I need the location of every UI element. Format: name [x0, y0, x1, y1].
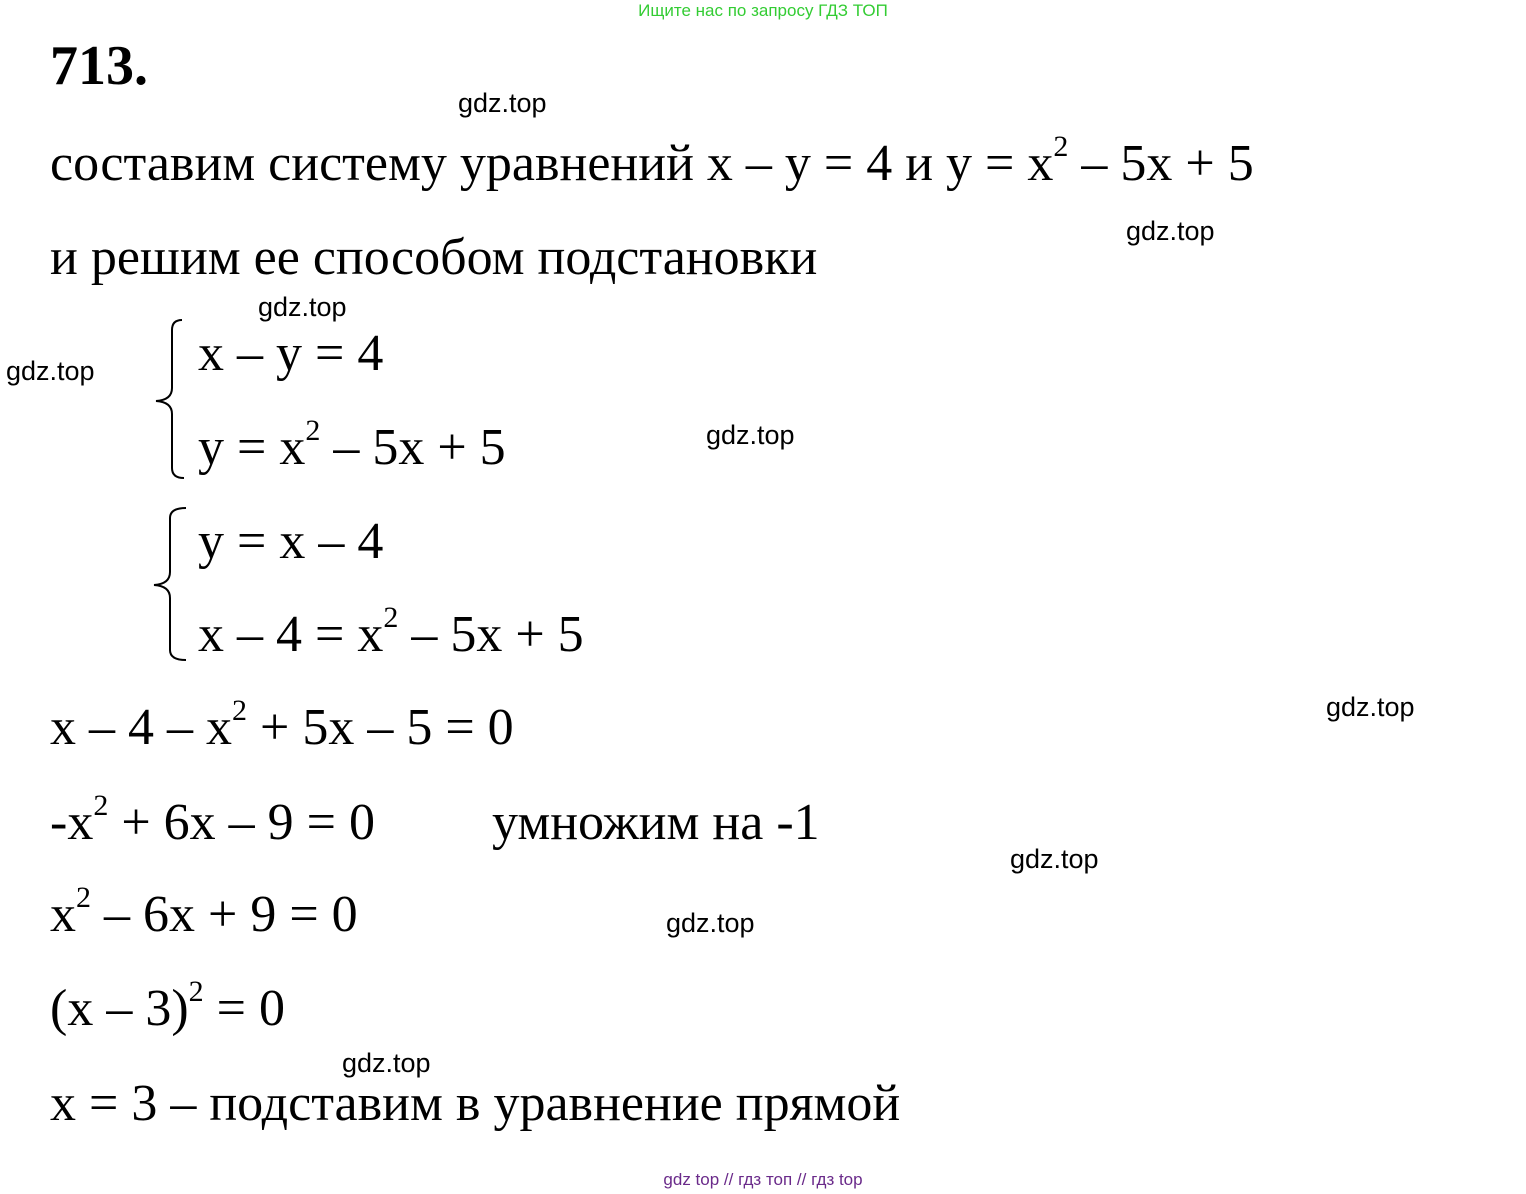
step-1 [50, 694, 514, 756]
system1-equation-1: x – y = 4 [198, 325, 384, 382]
watermark: gdz.top [258, 292, 347, 322]
step-3 [50, 881, 358, 943]
step-1-pre: x – 4 – x [50, 699, 232, 756]
system2-eq2-pre: x – 4 = x [198, 606, 384, 663]
system1-brace [148, 318, 188, 484]
problem-number: 713. [50, 35, 148, 97]
step-2-post: + 6x – 9 = 0 [108, 794, 375, 851]
intro-line-1 [50, 130, 1254, 192]
intro-line-1-text: составим систему уравнений x – y = 4 и y = x [50, 135, 1054, 192]
system1-eq2-pre: y = x [198, 419, 306, 476]
step-3-pre: x [50, 886, 76, 943]
step-4-post: = 0 [203, 980, 285, 1037]
watermark: gdz.top [6, 356, 95, 386]
step-4-pre: (x – 3) [50, 980, 189, 1037]
step-1-post: + 5x – 5 = 0 [247, 699, 514, 756]
step-3-exponent: 2 [76, 881, 91, 914]
watermark: gdz.top [458, 88, 547, 118]
step-2 [50, 789, 375, 851]
step-2-note: умножим на -1 [492, 794, 820, 851]
system2-eq2-exponent: 2 [383, 601, 399, 634]
step-5: x = 3 – подставим в уравнение прямой [50, 1075, 901, 1132]
top-banner[interactable]: Ищите нас по запросу ГДЗ ТОП [638, 1, 888, 20]
step-4 [50, 975, 285, 1037]
watermark: gdz.top [666, 908, 755, 938]
step-2-pre: -x [50, 794, 94, 851]
intro-line-2: и решим ее способом подстановки [50, 229, 818, 286]
intro-line-1-tail: – 5x + 5 [1068, 135, 1254, 192]
watermark: gdz.top [706, 420, 795, 450]
system1-equation-2 [198, 414, 506, 476]
intro-line-1-exponent: 2 [1053, 130, 1069, 163]
step-1-exponent: 2 [232, 694, 247, 727]
step-2-exponent: 2 [93, 789, 109, 822]
watermark: gdz.top [1126, 216, 1215, 246]
watermark: gdz.top [1010, 844, 1099, 874]
system2-brace [148, 506, 188, 666]
step-3-post: – 6x + 9 = 0 [91, 886, 358, 943]
watermark: gdz.top [342, 1048, 431, 1078]
step-4-exponent: 2 [188, 975, 204, 1008]
system2-eq2-post: – 5x + 5 [398, 606, 584, 663]
watermark: gdz.top [1326, 692, 1415, 722]
footer-links[interactable]: gdz top // гдз топ // гдз top [663, 1170, 863, 1189]
system2-equation-2 [198, 601, 584, 663]
system1-eq2-post: – 5x + 5 [320, 419, 506, 476]
system2-equation-1: y = x – 4 [198, 513, 384, 570]
system1-eq2-exponent: 2 [305, 414, 321, 447]
